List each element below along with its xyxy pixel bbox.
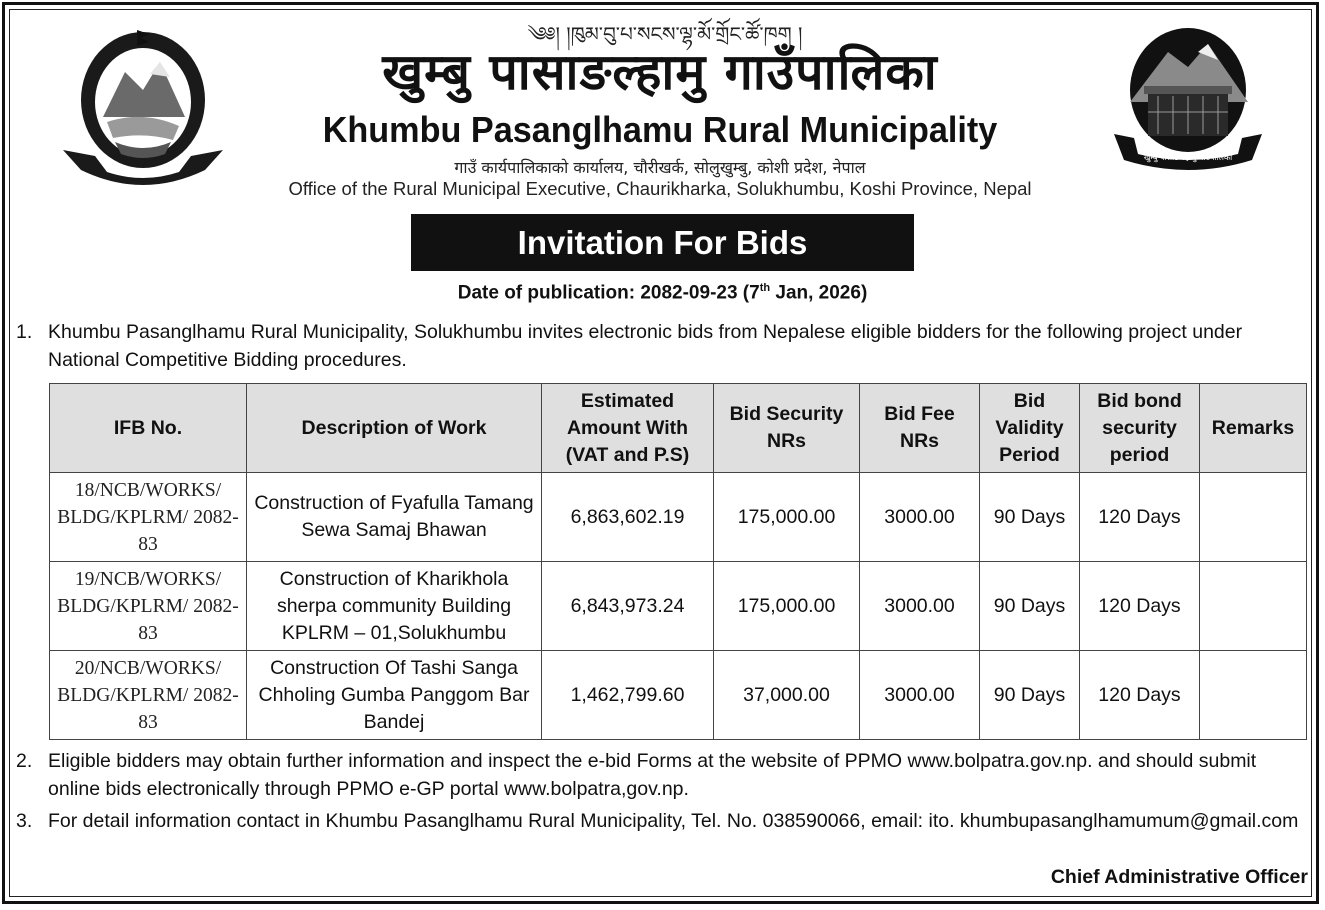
header-bid-bond-period: Bid bond security period	[1080, 384, 1200, 473]
municipality-logo	[1108, 22, 1268, 172]
paragraph-1	[16, 318, 1310, 374]
left-emblem-motto: नेपाल सरकार	[123, 169, 163, 178]
publication-date-suffix: Jan, 2026)	[770, 282, 868, 304]
cell-description: Construction of Kharikhola sherpa community Building KPLRM – 01,Solukhumbu	[247, 562, 542, 651]
table-row	[50, 562, 1307, 651]
signatory-title: Chief Administrative Officer	[1050, 866, 1308, 888]
publication-date-prefix: Date of publication: 2082-09-23 (7	[457, 282, 760, 304]
cell-bid-fee: 3000.00	[860, 562, 980, 651]
cell-bid-bond-period: 120 Days	[1080, 473, 1200, 562]
cell-ifb-no: 18/NCB/WORKS/ BLDG/KPLRM/ 2082-83	[50, 473, 247, 562]
cell-description: Construction of Fyafulla Tamang Sewa Samaj Bhawan	[247, 473, 542, 562]
cell-ifb-no: 19/NCB/WORKS/ BLDG/KPLRM/ 2082-83	[50, 562, 247, 651]
municipality-name-english: Khumbu Pasanglhamu Rural Municipality	[322, 109, 998, 150]
table-header-row	[50, 384, 1307, 473]
cell-remarks	[1200, 651, 1307, 740]
publication-date-ordinal: th	[759, 282, 771, 294]
cell-description: Construction Of Tashi Sanga Chholing Gumba Panggom Bar Bandej	[247, 651, 542, 740]
cell-bid-security: 37,000.00	[714, 651, 860, 740]
cell-bid-fee: 3000.00	[860, 651, 980, 740]
tibetan-motto: ༄༅། །ཁུམ་བུ་པ་སངས་ལྷ་མོ་གྲོང་ཚོ་ཁག །	[527, 22, 803, 46]
notice-title-banner: Invitation For Bids	[411, 214, 914, 271]
office-address-english: Office of the Rural Municipal Executive, Chaurikharka, Solukhumbu, Koshi Province, Nepal	[288, 178, 1032, 199]
paragraph-text: Khumbu Pasanglhamu Rural Municipality, Solukhumbu invites electronic bids from Nepalese eligible bidders for the following project under National Competitive Bidding procedures.	[48, 321, 1243, 371]
cell-bid-validity: 90 Days	[980, 473, 1080, 562]
cell-bid-security: 175,000.00	[714, 562, 860, 651]
header-remarks: Remarks	[1200, 384, 1307, 473]
cell-estimated-amount: 6,843,973.24	[542, 562, 714, 651]
header-bid-fee: Bid Fee NRs	[860, 384, 980, 473]
paragraph-number: 3.	[16, 810, 33, 832]
cell-bid-validity: 90 Days	[980, 562, 1080, 651]
header-ifb-no: IFB No.	[50, 384, 247, 473]
cell-bid-fee: 3000.00	[860, 473, 980, 562]
paragraph-text: Eligible bidders may obtain further information and inspect the e-bid Forms at the website of PPMO www.bolpatra.gov.np. and should submit online bids electronically through PPMO e-GP portal www.bolpatra,gov.np.	[48, 750, 1257, 800]
cell-estimated-amount: 1,462,799.60	[542, 651, 714, 740]
cell-estimated-amount: 6,863,602.19	[542, 473, 714, 562]
cell-remarks	[1200, 473, 1307, 562]
cell-bid-bond-period: 120 Days	[1080, 562, 1200, 651]
cell-ifb-no: 20/NCB/WORKS/ BLDG/KPLRM/ 2082-83	[50, 651, 247, 740]
paragraph-number: 1.	[16, 321, 33, 343]
office-address-nepali: गाउँ कार्यपालिकाको कार्यालय, चौरीखर्क, सोलुखुम्बु, कोशी प्रदेश, नेपाल	[454, 158, 866, 177]
cell-bid-validity: 90 Days	[980, 651, 1080, 740]
table-row	[50, 473, 1307, 562]
paragraph-3	[16, 807, 1310, 835]
cell-remarks	[1200, 562, 1307, 651]
header-estimated-amount: Estimated Amount With (VAT and P.S)	[542, 384, 714, 473]
header-bid-security: Bid Security NRs	[714, 384, 860, 473]
cell-bid-security: 175,000.00	[714, 473, 860, 562]
header-bid-validity: Bid Validity Period	[980, 384, 1080, 473]
nepal-coat-of-arms-logo	[55, 22, 230, 187]
publication-date	[300, 282, 1025, 304]
municipality-name-nepali: खुम्बु पासाङल्हामु गाउँपालिका	[382, 43, 938, 101]
cell-bid-bond-period: 120 Days	[1080, 651, 1200, 740]
paragraph-2	[16, 747, 1310, 803]
paragraph-number: 2.	[16, 750, 33, 772]
right-emblem-text: खुम्बु पासाङ ल्हामु गाउँपालिका	[1143, 153, 1233, 162]
table-row	[50, 651, 1307, 740]
bids-table	[49, 383, 1307, 740]
paragraph-text: For detail information contact in Khumbu Pasanglhamu Rural Municipality, Tel. No. 038590066, email: ito. khumbupasanglhamumum@gmail.com	[48, 810, 1299, 832]
header-description: Description of Work	[247, 384, 542, 473]
